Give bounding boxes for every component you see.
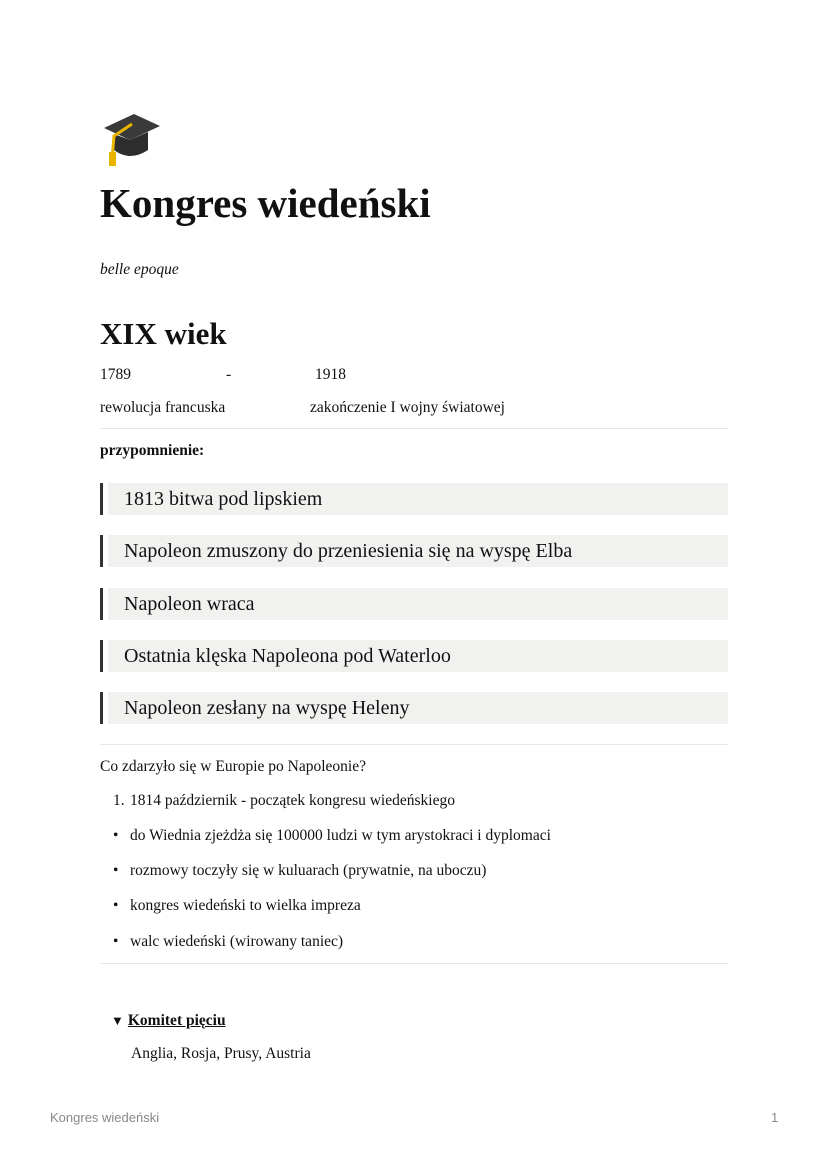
list-marker: • (113, 862, 119, 879)
page-subtitle: belle epoque (100, 261, 179, 278)
divider (100, 963, 728, 964)
question: Co zdarzyło się w Europie po Napoleonie? (100, 758, 366, 775)
list-marker: • (113, 897, 119, 914)
callout (100, 483, 728, 515)
list-marker: • (113, 827, 119, 844)
list-marker: • (113, 933, 119, 950)
list-marker: 1. (113, 792, 125, 809)
list-item (113, 791, 455, 811)
list-item (113, 861, 486, 881)
callout-text: Napoleon wraca (124, 593, 255, 615)
callout-text: 1813 bitwa pod lipskiem (124, 488, 323, 510)
list-text: kongres wiedeński to wielka impreza (130, 897, 361, 914)
divider (100, 428, 728, 429)
list-text: walc wiedeński (wirowany taniec) (130, 933, 344, 950)
toggle-arrow-icon[interactable]: ▼ (111, 1013, 124, 1028)
reminder-label: przypomnienie: (100, 442, 205, 459)
divider (100, 744, 728, 745)
list-text: 1814 październik - początek kongresu wiedeńskiego (130, 792, 455, 809)
callout (100, 588, 728, 620)
list-item (113, 826, 551, 846)
timeline-separator: - (226, 366, 232, 383)
callout-text: Napoleon zmuszony do przeniesienia się na wyspę Elba (124, 540, 573, 562)
graduation-cap-icon (100, 110, 162, 168)
start-year: 1789 (100, 366, 131, 383)
callout (100, 535, 728, 567)
list-item (113, 896, 361, 916)
list-text: rozmowy toczyły się w kuluarach (prywatnie, na uboczu) (130, 862, 487, 879)
list-text: do Wiednia zjeżdża się 100000 ludzi w tym arystokraci i dyplomaci (130, 827, 551, 844)
footer-title: Kongres wiedeński (50, 1110, 160, 1125)
section-heading: XIX wiek (100, 316, 227, 351)
toggle-komitet[interactable] (111, 1011, 226, 1031)
end-label: zakończenie I wojny światowej (310, 399, 505, 416)
callout-text: Ostatnia klęska Napoleona pod Waterloo (124, 645, 451, 667)
callout (100, 692, 728, 724)
end-year: 1918 (315, 366, 346, 383)
toggle-title[interactable]: Komitet pięciu (127, 1012, 226, 1029)
callout-text: Napoleon zesłany na wyspę Heleny (124, 697, 410, 719)
list-item (113, 932, 343, 952)
start-label: rewolucja francuska (100, 399, 226, 416)
toggle-content: Anglia, Rosja, Prusy, Austria (131, 1045, 311, 1062)
page-title: Kongres wiedeński (100, 180, 431, 226)
callout (100, 640, 728, 672)
page-number: 1 (771, 1110, 779, 1125)
